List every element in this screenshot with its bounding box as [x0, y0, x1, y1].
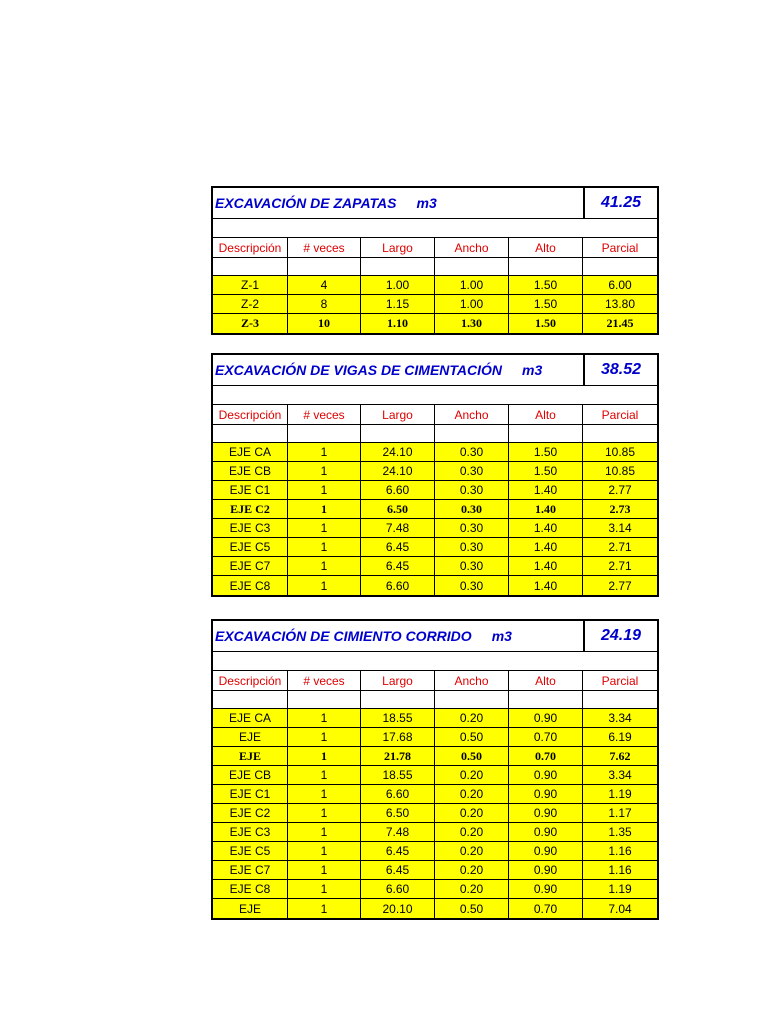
cell-descripcion: EJE C1	[213, 785, 288, 803]
cell-largo: 6.45	[361, 842, 435, 860]
data-rows	[213, 443, 657, 595]
cell-descripcion: EJE CA	[213, 709, 288, 727]
cell-ancho: 0.20	[435, 709, 509, 727]
cell-ancho: 0.20	[435, 823, 509, 841]
spacer-row	[213, 219, 657, 238]
cell-largo: 24.10	[361, 443, 435, 461]
table-title-label: EXCAVACIÓN DE ZAPATAS	[215, 195, 397, 211]
spacer-row	[213, 386, 657, 405]
table-title-row	[213, 188, 657, 219]
cell-largo: 20.10	[361, 899, 435, 918]
cell-veces: 1	[288, 500, 361, 518]
cell-descripcion: EJE C7	[213, 861, 288, 879]
table-row	[213, 766, 657, 785]
blank-cell	[288, 691, 361, 708]
blank-cell	[361, 691, 435, 708]
table-row	[213, 804, 657, 823]
cell-descripcion: EJE C1	[213, 481, 288, 499]
cell-ancho: 0.50	[435, 899, 509, 918]
header-veces: # veces	[288, 405, 361, 424]
blank-cell	[288, 258, 361, 275]
cell-descripcion: EJE C3	[213, 519, 288, 537]
table-row	[213, 519, 657, 538]
blank-cell	[361, 258, 435, 275]
cell-largo: 6.45	[361, 861, 435, 879]
table-row	[213, 276, 657, 295]
cell-veces: 1	[288, 481, 361, 499]
blank-cell	[583, 258, 657, 275]
cell-ancho: 0.50	[435, 728, 509, 746]
cell-parcial: 1.19	[608, 787, 632, 801]
cell-descripcion: EJE CA	[213, 443, 288, 461]
cell-descripcion: EJE CB	[213, 766, 288, 784]
header-parcial: Parcial	[601, 407, 639, 422]
table-unit: m3	[491, 628, 512, 644]
cell-alto: 0.90	[509, 842, 583, 860]
cell-alto: 0.90	[509, 861, 583, 879]
cell-largo: 6.60	[361, 785, 435, 803]
table-row	[213, 576, 657, 595]
table-unit: m3	[416, 195, 437, 211]
cell-descripcion: EJE C5	[213, 842, 288, 860]
cell-largo: 18.55	[361, 766, 435, 784]
cell-largo: 6.60	[361, 576, 435, 595]
table-row	[213, 899, 657, 918]
blank-cell	[583, 691, 657, 708]
cell-alto: 0.90	[509, 804, 583, 822]
cell-veces: 1	[288, 462, 361, 480]
header-descripcion: Descripción	[213, 671, 288, 690]
cell-ancho: 0.20	[435, 804, 509, 822]
cell-veces: 1	[288, 861, 361, 879]
blank-cell	[361, 425, 435, 442]
cell-parcial: 6.00	[608, 278, 632, 292]
cell-alto: 0.70	[509, 728, 583, 746]
table-row	[213, 443, 657, 462]
table-row	[213, 842, 657, 861]
cell-veces: 1	[288, 728, 361, 746]
cell-largo: 1.00	[361, 276, 435, 294]
cell-parcial: 3.34	[608, 768, 632, 782]
table-title-row	[213, 621, 657, 652]
cell-parcial: 2.77	[608, 578, 632, 593]
blank-cell	[213, 425, 288, 442]
blank-cell	[288, 425, 361, 442]
cell-parcial: 7.62	[609, 748, 631, 763]
cell-largo: 1.10	[361, 314, 435, 333]
table-excavacion-cimiento-corrido	[211, 619, 659, 920]
cell-alto: 0.70	[509, 899, 583, 918]
table-title	[213, 355, 583, 385]
table-total: 24.19	[583, 621, 657, 651]
cell-veces: 10	[288, 314, 361, 333]
cell-descripcion: EJE CB	[213, 462, 288, 480]
blank-cell	[213, 258, 288, 275]
cell-parcial: 10.85	[604, 464, 636, 478]
cell-largo: 21.78	[361, 747, 435, 765]
cell-veces: 8	[288, 295, 361, 313]
cell-largo: 6.45	[361, 538, 435, 556]
cell-ancho: 0.30	[435, 557, 509, 575]
cell-alto: 1.40	[509, 500, 583, 518]
table-title	[213, 621, 583, 651]
blank-cell	[509, 691, 583, 708]
cell-ancho: 0.30	[435, 443, 509, 461]
header-ancho: Ancho	[435, 238, 509, 257]
blank-cell	[213, 691, 288, 708]
cell-descripcion: EJE C8	[213, 576, 288, 595]
header-parcial: Parcial	[601, 673, 639, 688]
header-row	[213, 405, 657, 425]
table-title-label: EXCAVACIÓN DE CIMIENTO CORRIDO	[215, 628, 472, 644]
table-title-row	[213, 355, 657, 386]
table-row	[213, 557, 657, 576]
cell-veces: 1	[288, 785, 361, 803]
blank-row	[213, 258, 657, 276]
cell-veces: 1	[288, 747, 361, 765]
cell-alto: 1.40	[509, 576, 583, 595]
cell-alto: 1.50	[509, 443, 583, 461]
cell-largo: 6.50	[361, 500, 435, 518]
cell-descripcion: EJE C7	[213, 557, 288, 575]
cell-veces: 4	[288, 276, 361, 294]
cell-alto: 0.90	[509, 709, 583, 727]
cell-ancho: 0.30	[435, 462, 509, 480]
cell-parcial: 7.04	[608, 901, 632, 916]
cell-largo: 6.60	[361, 481, 435, 499]
cell-veces: 1	[288, 766, 361, 784]
cell-alto: 0.90	[509, 880, 583, 898]
cell-parcial: 21.45	[606, 316, 634, 330]
data-rows	[213, 709, 657, 918]
cell-descripcion: Z-3	[213, 314, 288, 333]
cell-ancho: 0.20	[435, 785, 509, 803]
cell-veces: 1	[288, 804, 361, 822]
cell-ancho: 0.30	[435, 500, 509, 518]
cell-largo: 6.60	[361, 880, 435, 898]
cell-parcial: 13.80	[604, 297, 636, 311]
cell-descripcion: EJE C5	[213, 538, 288, 556]
cell-ancho: 0.30	[435, 481, 509, 499]
table-total: 41.25	[583, 188, 657, 218]
blank-cell	[509, 258, 583, 275]
cell-parcial: 2.73	[609, 501, 631, 516]
table-row	[213, 295, 657, 314]
cell-alto: 0.90	[509, 785, 583, 803]
cell-ancho: 0.50	[435, 747, 509, 765]
cell-alto: 1.50	[509, 314, 583, 333]
cell-ancho: 0.20	[435, 880, 509, 898]
cell-alto: 1.40	[509, 538, 583, 556]
cell-parcial: 3.34	[608, 711, 632, 725]
cell-parcial: 6.19	[608, 730, 632, 744]
cell-parcial: 2.71	[608, 540, 632, 554]
table-excavacion-vigas-cimentacion	[211, 353, 659, 597]
blank-row	[213, 691, 657, 709]
header-alto: Alto	[509, 671, 583, 690]
cell-alto: 1.40	[509, 481, 583, 499]
cell-ancho: 0.20	[435, 766, 509, 784]
header-descripcion: Descripción	[213, 238, 288, 257]
header-veces: # veces	[288, 671, 361, 690]
cell-descripcion: Z-1	[213, 276, 288, 294]
spacer-row	[213, 652, 657, 671]
cell-parcial: 1.35	[608, 825, 632, 839]
header-descripcion: Descripción	[213, 405, 288, 424]
cell-ancho: 1.00	[435, 295, 509, 313]
header-ancho: Ancho	[435, 671, 509, 690]
cell-descripcion: EJE	[213, 747, 288, 765]
header-alto: Alto	[509, 405, 583, 424]
table-row	[213, 880, 657, 899]
table-row	[213, 314, 657, 333]
cell-largo: 7.48	[361, 519, 435, 537]
cell-alto: 1.50	[509, 462, 583, 480]
cell-parcial: 3.14	[608, 521, 632, 535]
table-row	[213, 481, 657, 500]
cell-veces: 1	[288, 899, 361, 918]
cell-largo: 6.45	[361, 557, 435, 575]
data-rows	[213, 276, 657, 333]
cell-descripcion: EJE C8	[213, 880, 288, 898]
cell-alto: 0.90	[509, 766, 583, 784]
cell-alto: 0.90	[509, 823, 583, 841]
cell-descripcion: EJE	[213, 899, 288, 918]
cell-largo: 18.55	[361, 709, 435, 727]
header-veces: # veces	[288, 238, 361, 257]
table-row	[213, 728, 657, 747]
cell-veces: 1	[288, 576, 361, 595]
cell-alto: 1.50	[509, 276, 583, 294]
cell-alto: 1.40	[509, 519, 583, 537]
header-largo: Largo	[361, 671, 435, 690]
cell-veces: 1	[288, 519, 361, 537]
cell-ancho: 0.30	[435, 576, 509, 595]
table-row	[213, 500, 657, 519]
blank-row	[213, 425, 657, 443]
cell-ancho: 0.30	[435, 538, 509, 556]
cell-alto: 0.70	[509, 747, 583, 765]
table-unit: m3	[522, 362, 543, 378]
table-row	[213, 747, 657, 766]
header-largo: Largo	[361, 405, 435, 424]
cell-parcial: 10.85	[604, 445, 636, 459]
blank-cell	[435, 691, 509, 708]
table-row	[213, 709, 657, 728]
cell-veces: 1	[288, 709, 361, 727]
cell-ancho: 0.30	[435, 519, 509, 537]
cell-alto: 1.40	[509, 557, 583, 575]
cell-veces: 1	[288, 443, 361, 461]
cell-ancho: 0.20	[435, 861, 509, 879]
blank-cell	[435, 425, 509, 442]
table-row	[213, 785, 657, 804]
cell-veces: 1	[288, 823, 361, 841]
cell-descripcion: EJE C3	[213, 823, 288, 841]
cell-largo: 1.15	[361, 295, 435, 313]
table-title-label: EXCAVACIÓN DE VIGAS DE CIMENTACIÓN	[215, 362, 503, 378]
cell-parcial: 1.16	[608, 844, 632, 858]
cell-veces: 1	[288, 842, 361, 860]
cell-ancho: 1.00	[435, 276, 509, 294]
cell-largo: 6.50	[361, 804, 435, 822]
cell-parcial: 1.19	[608, 882, 632, 896]
cell-parcial: 1.17	[608, 806, 632, 820]
header-largo: Largo	[361, 238, 435, 257]
table-title	[213, 188, 583, 218]
header-row	[213, 671, 657, 691]
table-row	[213, 538, 657, 557]
cell-veces: 1	[288, 538, 361, 556]
cell-largo: 17.68	[361, 728, 435, 746]
header-alto: Alto	[509, 238, 583, 257]
table-excavacion-zapatas	[211, 186, 659, 335]
blank-cell	[435, 258, 509, 275]
cell-parcial: 1.16	[608, 863, 632, 877]
cell-ancho: 0.20	[435, 842, 509, 860]
cell-parcial: 2.77	[608, 483, 632, 497]
cell-descripcion: Z-2	[213, 295, 288, 313]
blank-cell	[509, 425, 583, 442]
cell-veces: 1	[288, 557, 361, 575]
cell-alto: 1.50	[509, 295, 583, 313]
header-parcial: Parcial	[601, 240, 639, 255]
header-row	[213, 238, 657, 258]
table-row	[213, 823, 657, 842]
blank-cell	[583, 425, 657, 442]
cell-largo: 7.48	[361, 823, 435, 841]
table-total: 38.52	[583, 355, 657, 385]
cell-largo: 24.10	[361, 462, 435, 480]
header-ancho: Ancho	[435, 405, 509, 424]
cell-veces: 1	[288, 880, 361, 898]
cell-ancho: 1.30	[435, 314, 509, 333]
cell-parcial: 2.71	[608, 559, 632, 573]
cell-descripcion: EJE	[213, 728, 288, 746]
table-row	[213, 462, 657, 481]
cell-descripcion: EJE C2	[213, 500, 288, 518]
table-row	[213, 861, 657, 880]
cell-descripcion: EJE C2	[213, 804, 288, 822]
